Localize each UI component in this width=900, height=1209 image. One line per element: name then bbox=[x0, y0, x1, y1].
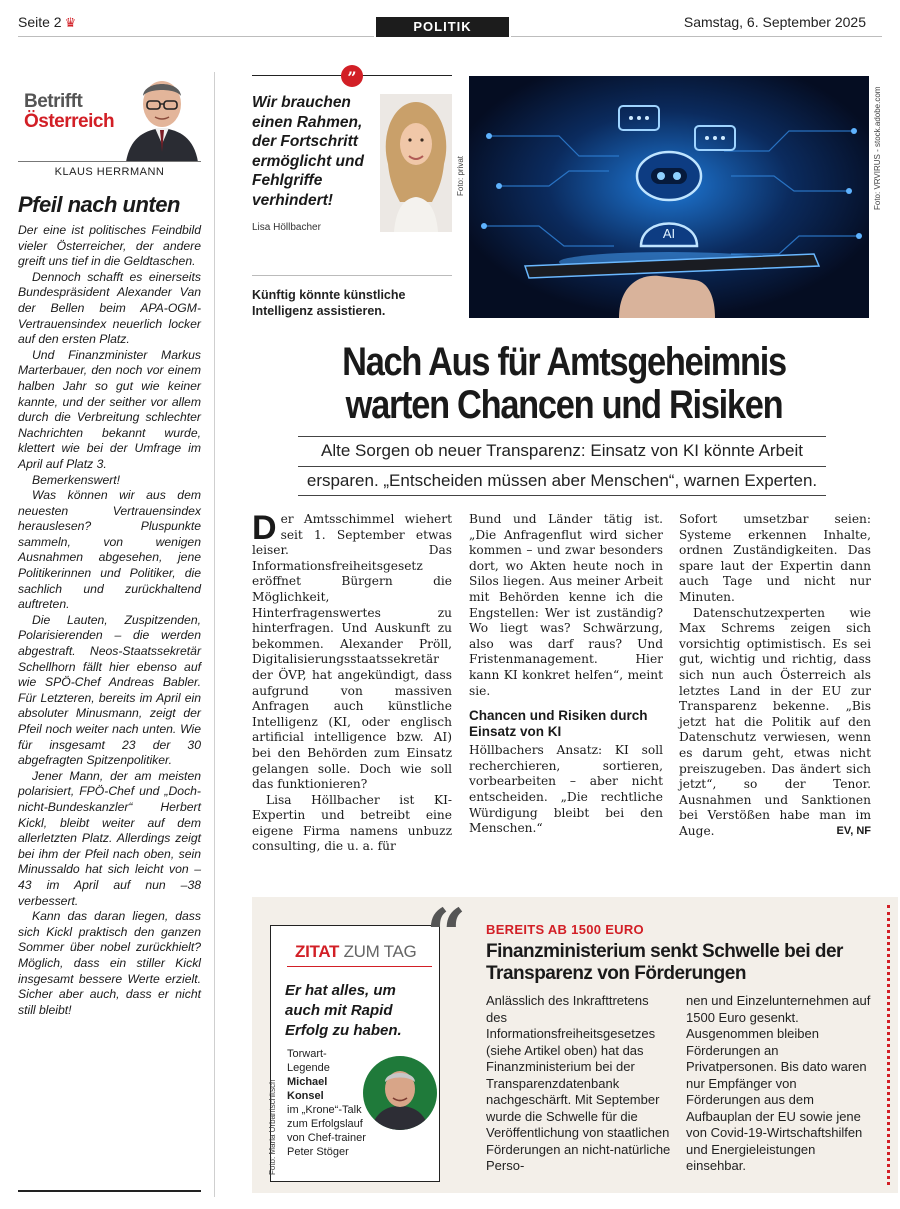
speaker-portrait bbox=[363, 1056, 437, 1130]
page-number: Seite 2 ♛ bbox=[18, 14, 77, 30]
article-column-3 bbox=[679, 512, 871, 839]
box-column-2: nen und Einzelunternehmen auf 1500 Euro gesenkt. Ausgenommen bleiben Förderungen an Privatpersonen. Bis dato waren nur Empfänger von Förderungen aus dem Aufbauplan der EU sowie jene von Covid-19-Wirtschaftshilfen und Energieleistungen einsehbar. bbox=[686, 993, 871, 1173]
author-portrait bbox=[122, 64, 202, 162]
box-kicker: BEREITS AB 1500 EURO bbox=[486, 922, 644, 937]
expert-portrait bbox=[380, 94, 452, 232]
commentary-paragraph: Und Finanzminister Markus Marterbauer, den noch vor einem halben Jahr so gut wie keiner kannte, und der seither vor allem durch die Verbreitung schlechter Nachrichten bekannt wurde, klettert wie bei der Umfrage im April auf Platz 3. bbox=[18, 347, 201, 471]
column-divider bbox=[214, 72, 215, 1197]
article-paragraph: Lisa Höllbacher ist KI-Expertin und betreibt eine eigene Firma namens unbuzz consulting, die u. a. für bbox=[252, 792, 452, 854]
article-paragraph: Bund und Länder tätig ist. „Die Anfragenflut wird sicher kommen – und zwar besonders dort, wo Akten heute noch in Silos liegen. Aus meiner Arbeit mit Behörden kenne ich die Engstellen: Wer ist zuständig? Wo liegt was? Schwärzung, also was darf raus? Und Fristenmanagement. Hier kann KI konkret helfen“, meint sie. bbox=[469, 512, 663, 698]
quote-badge-icon: ” bbox=[341, 65, 363, 87]
quote-mark-icon: “ bbox=[426, 893, 467, 976]
commentary-paragraph: Bemerkenswert! bbox=[32, 472, 121, 487]
commentary-paragraph: Was können wir aus dem neuesten Vertrauensindex herauslesen? Pluspunkte sammeln, von wenigen Ausnahmen abgesehen, jene Politikerinnen und Politiker, die sachlich und zurückhaltend auftreten. bbox=[18, 488, 201, 612]
issue-date: Samstag, 6. September 2025 bbox=[683, 14, 866, 30]
author-initials: EV, NF bbox=[836, 824, 871, 837]
article-subtitle: Chancen und Risiken durch Einsatz von KI bbox=[469, 708, 648, 740]
subhead-rule-3 bbox=[298, 495, 826, 496]
commentary-end-rule bbox=[18, 1190, 201, 1192]
header-rule-right bbox=[511, 36, 882, 37]
commentary-text bbox=[18, 223, 201, 1018]
article-headline: Nach Aus für Amtsgeheimnis warten Chancen und Risiken bbox=[342, 340, 786, 427]
author-rule bbox=[18, 161, 201, 162]
commentary-paragraph: Jener Mann, der am meisten polarisiert, FPÖ-Chef und „Doch-nicht-Bundeskanzler“ Herbert Kickl, bleibt weiter auf dem allerletzten Platz. Allerdings zeigt bei ihm der Pfeil nach oben, sein Minussaldo hat sich leicht von –43 im April auf nun –38 verbessert. bbox=[18, 768, 201, 908]
commentary-paragraph: Der eine ist politisches Feindbild vieler Österreicher, der andere greift uns tief in die Geldtaschen. bbox=[18, 223, 201, 269]
svg-text:AI: AI bbox=[662, 226, 676, 241]
subhead-rule-1 bbox=[298, 436, 826, 437]
box-dotted-border bbox=[887, 905, 890, 1185]
pull-quote-author: Lisa Höllbacher bbox=[252, 222, 321, 233]
article-paragraph: Höllbachers Ansatz: KI soll recherchieren, sortieren, vorbearbeiten – aber nicht entscheiden. „Die rechtliche Würdigung bleibt bei den Menschen.“ bbox=[469, 743, 663, 836]
commentary-paragraph: Dennoch schafft es einerseits Bundespräsident Alexander Van der Bellen beim APA-OGM-Vertrauensindex neuerlich locker auf den ersten Platz. bbox=[18, 269, 201, 347]
crown-icon: ♛ bbox=[64, 15, 77, 30]
photo-caption: Künftig könnte künstliche Intelligenz assistieren. bbox=[252, 288, 406, 318]
section-label: POLITIK bbox=[376, 17, 509, 37]
commentary-title: Pfeil nach unten bbox=[18, 192, 180, 217]
header-rule-left bbox=[18, 36, 374, 37]
drop-cap: D bbox=[252, 509, 277, 547]
quote-of-the-day-card bbox=[270, 925, 440, 1182]
quote-of-the-day-heading: ZITAT ZUM TAG bbox=[295, 942, 417, 961]
article-subhead-line1: Alte Sorgen ob neuer Transparenz: Einsatz von KI könnte Arbeit bbox=[321, 441, 803, 460]
article-column-2 bbox=[469, 512, 663, 837]
box-column-1: Anlässlich des Inkrafttretens des Informationsfreiheitsgesetzes (siehe Artikel oben) hat das Finanzministerium bei der Transparenzdatenbank nachgeschärft. Mit September wurde die Schwelle für die Veröffentlichung von staatlichen Förderungen an nicht-natürliche Perso- bbox=[486, 993, 671, 1173]
quote-bottom-rule bbox=[252, 275, 452, 276]
quote-of-the-day-text: Er hat alles, um auch mit Rapid Erfolg zu haben. bbox=[285, 982, 402, 1039]
commentary-paragraph: Kann das daran liegen, dass sich Kickl praktisch den ganzen Sommer über nobel zurückhielt? Möglich, dass ein stiller Kickl insgesamt bessere Werte erzielt. Sicher aber auch, dass er nicht still bleibt! bbox=[18, 909, 201, 1017]
subhead-rule-2 bbox=[298, 466, 826, 467]
quote-attribution: Torwart-Legende Michael Konsel im „Krone“-Talk zum Erfolgslauf von Chef-trainer Peter Stöger bbox=[287, 1048, 366, 1158]
column-rubric: Betrifft Österreich bbox=[24, 91, 115, 132]
portrait-credit: Foto: privat bbox=[456, 155, 465, 196]
photo-credit: Foto: VRVIRUS - stock.adobe.com bbox=[873, 86, 882, 210]
article-paragraph: Datenschutzexperten wie Max Schrems zeigen sich vorsichtig optimistisch. Es sei gut, wichtig und richtig, dass sich nun auch Österreich als letztes Land in der EU zur Transparenz bekenne. „Bis jetzt hat die Politik auf den Datenschutz verwiesen, wenn es darum geht, etwas nicht preiszugeben. Das ändert sich jetzt“, so der Tenor. Ausnahmen und Sanktionen bei Verstößen habe man im Auge. EV, NF bbox=[679, 605, 871, 838]
speaker-photo-credit: Foto: Maria Urbantschitsch bbox=[268, 1079, 277, 1175]
article-paragraph: Sofort umsetzbar seien: Systeme erkennen Inhalte, ordnen Zuständigkeiten. Das spare laut der Expertin dann auch Tage und nicht nur Minuten. bbox=[679, 512, 871, 604]
commentary-paragraph: Die Lauten, Zuspitzenden, Polarisierenden – die werden abgestraft. Neos-Staatssekretär Schellhorn fällt hier ebenso auf wie SPÖ-Chef Andreas Babler. Für Letzteren, bereits im April ein absoluter Minusmann, zeigt der Pfeil noch weiter nach unten. Wie für insgesamt 23 der 30 abgefragten Spitzenpolitiker. bbox=[18, 612, 201, 768]
box-headline: Finanzministerium senkt Schwelle bei der Transparenz von Förderungen bbox=[486, 941, 843, 984]
pull-quote: Wir brauchen einen Rahmen, der Fortschritt ermöglicht und Fehlgriffe verhindert! bbox=[252, 94, 364, 209]
quote-card-rule bbox=[287, 966, 432, 967]
author-name: KLAUS HERRMANN bbox=[54, 166, 165, 178]
article-column-1: Der Amtsschimmel wiehert seit 1. September etwas leiser. Das Informationsfreiheitsgesetz eröffnet Bürgern die Möglichkeit, Hinterfragenswertes zu hinterfragen. Und Auskunft zu bekommen. Alexander Pröll, Digitalisierungsstaatssekretär der ÖVP, hat angekündigt, dass aufgrund von massiven Anfragen auch künstliche Intelligenz (KI, oder englisch artificial intelligence bzw. AI) bei den Behörden zum Einsatz gelangen solle. Doch wie soll das funktionieren? Lisa Höllbacher ist KI-Expertin und betreibt eine eigene Firma namens unbuzz consulting, die u. a. für bbox=[252, 509, 452, 854]
article-subhead-line2: ersparen. „Entscheiden müssen aber Menschen“, warnen Experten. bbox=[306, 471, 818, 490]
ai-robot-illustration bbox=[469, 76, 869, 318]
